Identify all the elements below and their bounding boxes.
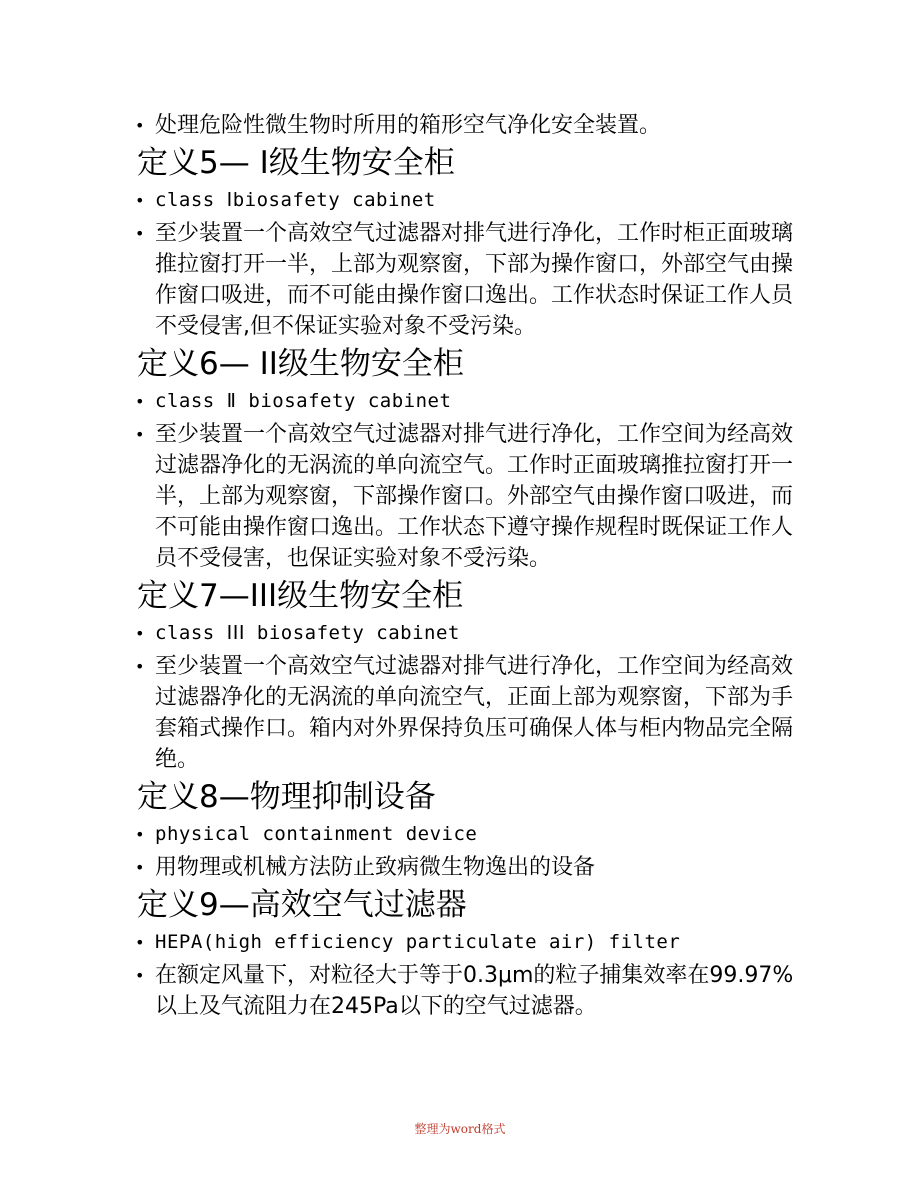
section-body-5	[135, 218, 795, 342]
bullet-dot: •	[135, 191, 146, 210]
definition-text: 至少装置一个高效空气过滤器对排气进行净化，工作空间为经高效过滤器净化的无涡流的单向流空气，正面上部为观察窗，下部为手套箱式操作口。箱内对外界保持负压可确保人体与柜内物品完全隔绝。	[155, 654, 794, 772]
section-english-6	[135, 386, 795, 417]
bullet-dot: •	[135, 624, 146, 643]
section-english-7	[135, 618, 795, 649]
section-body-7	[135, 651, 795, 775]
section-heading-9: 定义9—高效空气过滤器	[137, 887, 467, 923]
english-term: class Ⅱ biosafety cabinet	[155, 390, 452, 412]
bullet-dot: •	[135, 657, 145, 676]
definition-text: 至少装置一个高效空气过滤器对排气进行净化，工作空间为经高效过滤器净化的无涡流的单向流空气。工作时正面玻璃推拉窗打开一半，上部为观察窗，下部操作窗口。外部空气由操作窗口吸进，而不可能由操作窗口逸出。工作状态下遵守操作规程时既保证工作人员不受侵害，也保证实验对象不受污染。	[155, 422, 794, 571]
section-heading-6: 定义6— ⅠⅠ级生物安全柜	[137, 346, 464, 382]
bullet-dot: •	[135, 933, 146, 952]
section-body-8	[135, 852, 795, 883]
section-heading-8: 定义8—物理抑制设备	[137, 779, 436, 815]
bullet-dot: •	[135, 224, 145, 243]
section-english-8	[135, 819, 795, 850]
intro-bullet	[135, 110, 795, 141]
bullet-dot: •	[135, 858, 145, 877]
section-english-5	[135, 185, 795, 216]
section-english-9	[135, 927, 795, 958]
section-heading-5: 定义5— Ⅰ级生物安全柜	[137, 145, 455, 181]
bullet-dot: •	[135, 116, 145, 135]
intro-text: 处理危险性微生物时所用的箱形空气净化安全装置。	[155, 113, 662, 138]
section-body-9	[135, 960, 795, 1022]
definition-text: 在额定风量下，对粒径大于等于0.3μm的粒子捕集效率在99.97%以上及气流阻力在245Pa以下的空气过滤器。	[155, 963, 794, 1019]
english-term: class ⅠⅠⅠ biosafety cabinet	[155, 622, 460, 644]
bullet-dot: •	[135, 425, 145, 444]
section-body-6	[135, 419, 795, 574]
section-heading-7: 定义7—ⅠⅠⅠ级生物安全柜	[137, 578, 464, 614]
bullet-dot: •	[135, 825, 146, 844]
english-term: HEPA(high efficiency particulate air) filter	[155, 931, 681, 953]
english-term: physical containment device	[155, 823, 478, 845]
definition-text: 用物理或机械方法防止致病微生物逸出的设备	[155, 855, 596, 880]
english-term: class Ⅰbiosafety cabinet	[155, 189, 436, 211]
document-content	[135, 108, 795, 1024]
definition-text: 至少装置一个高效空气过滤器对排气进行净化，工作时柜正面玻璃推拉窗打开一半，上部为观察窗，下部为操作窗口，外部空气由操作窗口吸进，而不可能由操作窗口逸出。工作状态时保证工作人员不受侵害,但不保证实验对象不受污染。	[155, 221, 794, 339]
bullet-dot: •	[135, 392, 146, 411]
footer-note: 整理为word格式	[414, 1122, 506, 1136]
bullet-dot: •	[135, 966, 145, 985]
